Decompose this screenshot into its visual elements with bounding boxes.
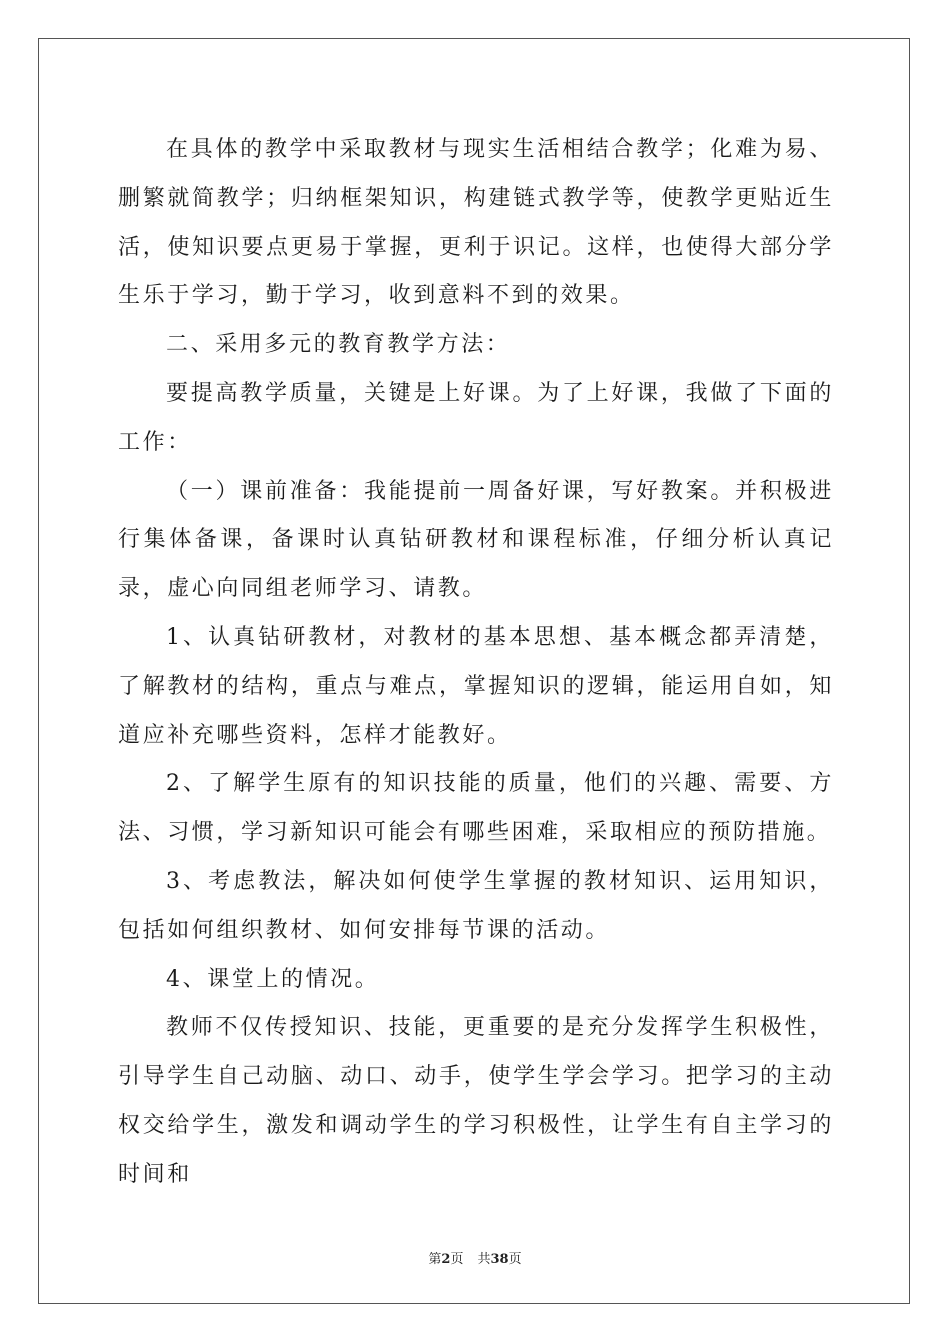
section-heading-2: 二、采用多元的教育教学方法： [166,332,511,358]
page-prefix: 第 [428,1252,442,1267]
paragraph-6: 2、了解学生原有的知识技能的质量，他们的兴趣、需要、方法、习惯，学习新知识可能会有哪些困难，采取相应的预防措施。 [118,771,834,846]
paragraph-1: 在具体的教学中采取教材与现实生活相结合教学；化难为易、删繁就简教学；归纳框架知识，构建链式教学等，使教学更贴近生活，使知识要点更易于掌握，更利于识记。这样，也使得大部分学生乐于学习，勤于学习，收到意料不到的效果。 [118,137,834,309]
paragraph-8: 4、课堂上的情况。 [166,966,380,992]
paragraph-5: 1、认真钻研教材，对教材的基本思想、基本概念都弄清楚，了解教材的结构，重点与难点，掌握知识的逻辑，能运用自如，知道应补充哪些资料，怎样才能教好。 [118,624,834,748]
page-number: 2 [441,1252,451,1267]
paragraph-9: 教师不仅传授知识、技能，更重要的是充分发挥学生积极性，引导学生自己动脑、动口、动手，使学生学会学习。把学习的主动权交给学生，激发和调动学生的学习积极性，让学生有自主学习的时间和 [118,1015,834,1187]
paragraph-4: （一）课前准备：我能提前一周备好课，写好教案。并积极进行集体备课，备课时认真钻研教材和课程标准，仔细分析认真记录，虚心向同组老师学习、请教。 [118,478,834,602]
document-body [118,126,834,1200]
total-prefix: 共 [477,1252,491,1267]
page-suffix: 页 [450,1252,464,1267]
total-suffix: 页 [508,1252,522,1267]
total-pages: 38 [490,1252,509,1267]
paragraph-3: 要提高教学质量，关键是上好课。为了上好课，我做了下面的工作： [118,380,834,455]
page-footer [0,1248,950,1267]
paragraph-7: 3、考虑教法，解决如何使学生掌握的教材知识、运用知识，包括如何组织教材、如何安排每节课的活动。 [118,868,834,943]
